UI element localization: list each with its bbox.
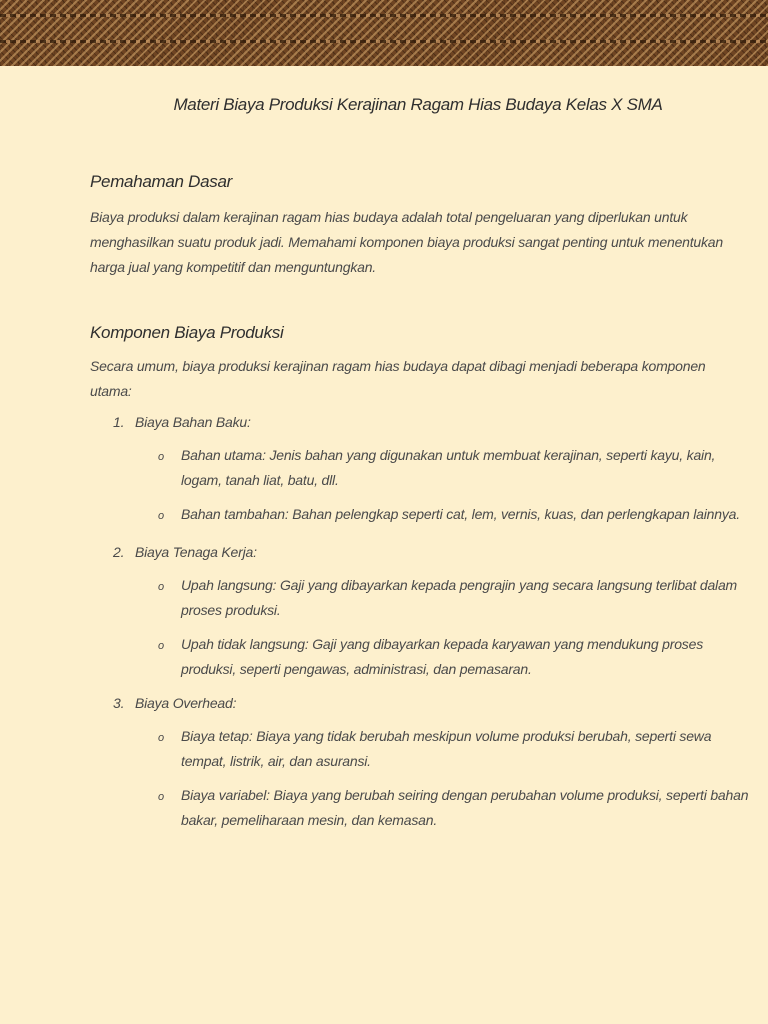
- document-body: [90, 171, 750, 842]
- section-pemahaman-dasar: [90, 171, 750, 280]
- sub-item: [158, 443, 750, 493]
- component-label: Biaya Tenaga Kerja:: [135, 544, 257, 560]
- list-number: 2.: [113, 544, 125, 560]
- decorative-border-band: [0, 0, 768, 66]
- component-title: [90, 691, 750, 716]
- component-list: [90, 410, 750, 833]
- component-label: Biaya Bahan Baku:: [135, 414, 251, 430]
- sub-item: [158, 573, 750, 623]
- sub-item: [158, 502, 750, 531]
- sub-item-text: Biaya variabel: Biaya yang berubah seiring dengan perubahan volume produksi, seperti bahan bakar, pemeliharaan mesin, dan kemasan.: [181, 787, 749, 828]
- section-heading: Komponen Biaya Produksi: [90, 323, 284, 342]
- bullet-icon: o: [158, 640, 165, 652]
- sub-item: [158, 632, 750, 682]
- sub-item-text: Bahan tambahan: Bahan pelengkap seperti cat, lem, vernis, kuas, dan perlengkapan lainnya.: [181, 506, 740, 522]
- section-paragraph: Biaya produksi dalam kerajinan ragam hias budaya adalah total pengeluaran yang diperlukan untuk menghasilkan suatu produk jadi. Memahami komponen biaya produksi sangat penting untuk menentukan harga jual yang kompetitif dan menguntungkan.: [90, 209, 723, 275]
- component-item: [90, 410, 750, 531]
- component-title: [90, 410, 750, 435]
- sub-item: [158, 724, 750, 774]
- sub-item-text: Biaya tetap: Biaya yang tidak berubah meskipun volume produksi berubah, seperti sewa tempat, listrik, air, dan asuransi.: [181, 728, 712, 769]
- bullet-icon: o: [158, 791, 165, 803]
- section-heading: Pemahaman Dasar: [90, 172, 232, 191]
- sub-item-text: Upah langsung: Gaji yang dibayarkan kepada pengrajin yang secara langsung terlibat dalam proses produksi.: [181, 577, 738, 618]
- bullet-icon: o: [158, 451, 165, 463]
- sub-item: [158, 783, 750, 833]
- sub-list: [90, 573, 750, 682]
- sub-list: [90, 443, 750, 531]
- component-item: [90, 540, 750, 682]
- document-title: Materi Biaya Produksi Kerajinan Ragam Hias Budaya Kelas X SMA: [173, 95, 663, 114]
- bullet-icon: o: [158, 732, 165, 744]
- section-intro: Secara umum, biaya produksi kerajinan ragam hias budaya dapat dibagi menjadi beberapa komponen utama:: [90, 358, 706, 399]
- component-title: [90, 540, 750, 565]
- list-number: 3.: [113, 695, 125, 711]
- component-label: Biaya Overhead:: [135, 695, 237, 711]
- sub-item-text: Bahan utama: Jenis bahan yang digunakan untuk membuat kerajinan, seperti kayu, kain, logam, tanah liat, batu, dll.: [181, 447, 716, 488]
- section-komponen-biaya: [90, 322, 750, 833]
- bullet-icon: o: [158, 510, 165, 522]
- sub-list: [90, 724, 750, 833]
- component-item: [90, 691, 750, 833]
- bullet-icon: o: [158, 581, 165, 593]
- sub-item-text: Upah tidak langsung: Gaji yang dibayarkan kepada karyawan yang mendukung proses produksi, seperti pengawas, administrasi, dan pemasaran.: [181, 636, 703, 677]
- list-number: 1.: [113, 414, 125, 430]
